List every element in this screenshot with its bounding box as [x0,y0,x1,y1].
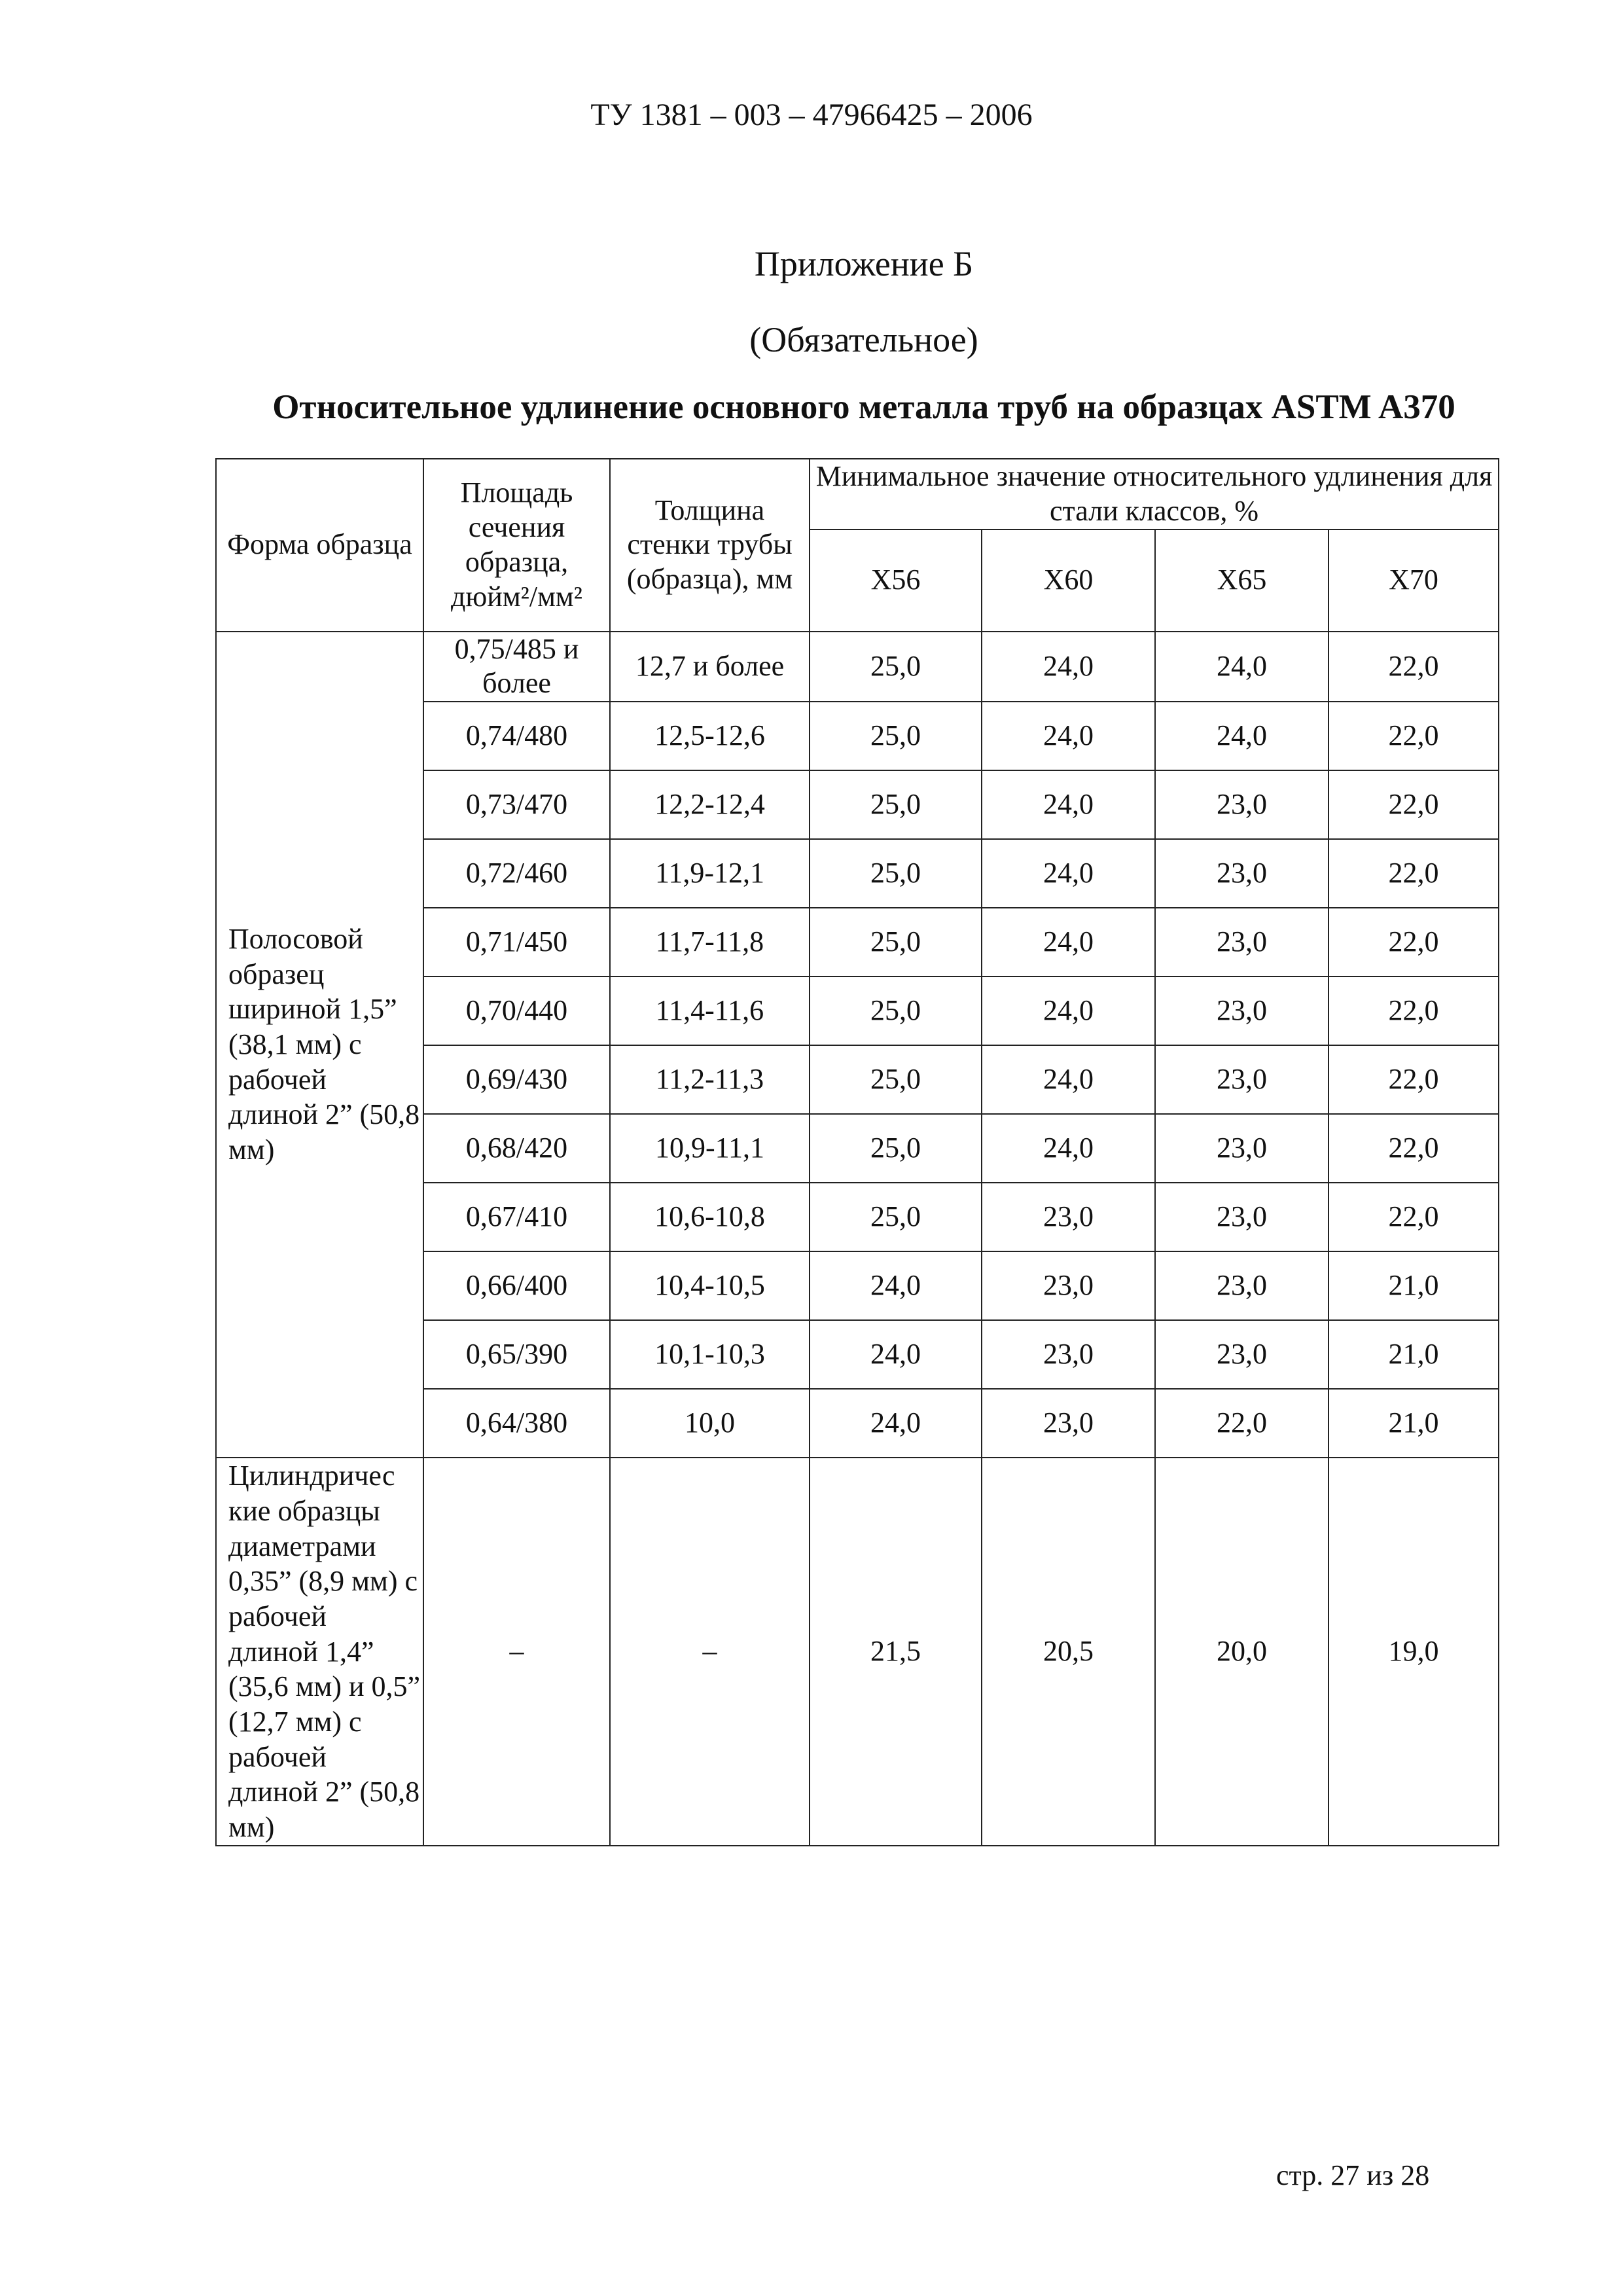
area-cell: – [423,1458,610,1845]
thickness-cell: 12,5-12,6 [610,702,810,770]
x65-value: 22,0 [1155,1389,1329,1458]
x56-value: 21,5 [810,1458,982,1845]
x60-value: 23,0 [982,1251,1155,1320]
x60-value: 24,0 [982,977,1155,1045]
x65-value: 24,0 [1155,632,1329,702]
thickness-cell: 12,2-12,4 [610,770,810,839]
annex-title: Приложение Б [754,244,974,283]
area-cell: 0,65/390 [423,1320,610,1389]
thickness-cell: 10,4-10,5 [610,1251,810,1320]
x60-value: 24,0 [982,908,1155,977]
x65-value: 23,0 [1155,1320,1329,1389]
x70-value: 21,0 [1329,1389,1499,1458]
x56-value: 24,0 [810,1251,982,1320]
area-cell: 0,72/460 [423,839,610,908]
x65-value: 20,0 [1155,1458,1329,1845]
area-cell: 0,68/420 [423,1114,610,1183]
header-sample-form: Форма образца [216,459,423,632]
x70-value: 19,0 [1329,1458,1499,1845]
header-class-x65: X65 [1155,529,1329,632]
x70-value: 22,0 [1329,1183,1499,1251]
area-cell: 0,75/485 и более [423,632,610,702]
x65-value: 23,0 [1155,1045,1329,1114]
x65-value: 23,0 [1155,977,1329,1045]
x70-value: 22,0 [1329,977,1499,1045]
x56-value: 25,0 [810,908,982,977]
x70-value: 22,0 [1329,702,1499,770]
thickness-cell: 11,4-11,6 [610,977,810,1045]
x65-value: 23,0 [1155,839,1329,908]
table-title: Относительное удлинение основного металла труб на образцах ASTM A370 [272,388,1455,426]
x70-value: 22,0 [1329,908,1499,977]
x65-value: 23,0 [1155,908,1329,977]
x65-value: 23,0 [1155,1114,1329,1183]
area-cell: 0,70/440 [423,977,610,1045]
thickness-cell: 10,1-10,3 [610,1320,810,1389]
x60-value: 24,0 [982,632,1155,702]
x56-value: 25,0 [810,702,982,770]
x60-value: 20,5 [982,1458,1155,1845]
header-class-x60: X60 [982,529,1155,632]
x70-value: 22,0 [1329,770,1499,839]
thickness-cell: 11,9-12,1 [610,839,810,908]
thickness-cell: 10,9-11,1 [610,1114,810,1183]
thickness-cell: 11,7-11,8 [610,908,810,977]
x56-value: 25,0 [810,977,982,1045]
x70-value: 22,0 [1329,1114,1499,1183]
x56-value: 25,0 [810,1045,982,1114]
x60-value: 24,0 [982,702,1155,770]
annex-type: (Обязательное) [749,320,978,359]
area-cell: 0,74/480 [423,702,610,770]
thickness-cell: 10,0 [610,1389,810,1458]
header-class-x56: X56 [810,529,982,632]
x60-value: 24,0 [982,1114,1155,1183]
header-cross-section-area [423,459,610,632]
x60-value: 23,0 [982,1320,1155,1389]
x60-value: 24,0 [982,1045,1155,1114]
page-number: стр. 27 из 28 [1276,2159,1430,2191]
x56-value: 24,0 [810,1320,982,1389]
header-class-x70: X70 [1329,529,1499,632]
x56-value: 25,0 [810,839,982,908]
area-cell: 0,67/410 [423,1183,610,1251]
elongation-table [215,458,1499,1846]
thickness-cell: 10,6-10,8 [610,1183,810,1251]
x70-value: 21,0 [1329,1320,1499,1389]
x65-value: 23,0 [1155,1183,1329,1251]
area-cell: 0,73/470 [423,770,610,839]
x56-value: 25,0 [810,1114,982,1183]
x56-value: 24,0 [810,1389,982,1458]
area-cell: 0,66/400 [423,1251,610,1320]
x60-value: 24,0 [982,839,1155,908]
area-cell: 0,71/450 [423,908,610,977]
x70-value: 22,0 [1329,839,1499,908]
thickness-cell: 11,2-11,3 [610,1045,810,1114]
x56-value: 25,0 [810,632,982,702]
x65-value: 23,0 [1155,1251,1329,1320]
x60-value: 23,0 [982,1183,1155,1251]
x60-value: 23,0 [982,1389,1155,1458]
x70-value: 22,0 [1329,632,1499,702]
x70-value: 21,0 [1329,1251,1499,1320]
strip-sample-label: Полосовой образец шириной 1,5” (38,1 мм) с рабочей длиной 2” (50,8 мм) [216,632,423,1458]
thickness-cell: – [610,1458,810,1845]
x70-value: 22,0 [1329,1045,1499,1114]
thickness-cell: 12,7 и более [610,632,810,702]
header-min-elongation: Минимальное значение относительного удлинения для стали классов, % [810,459,1499,529]
area-cell: 0,64/380 [423,1389,610,1458]
header-area-text: Площадь сечения образца, дюйм²/мм² [451,476,582,613]
x65-value: 23,0 [1155,770,1329,839]
x60-value: 24,0 [982,770,1155,839]
document-code-header: ТУ 1381 – 003 – 47966425 – 2006 [590,98,1033,132]
x56-value: 25,0 [810,1183,982,1251]
area-cell: 0,69/430 [423,1045,610,1114]
cylindrical-sample-label: Цилиндричес кие образцы диаметрами 0,35” (8,9 мм) с рабочей длиной 1,4” (35,6 мм) и 0,5” (12,7 мм) с рабочей длиной 2” (50,8 мм) [216,1458,423,1845]
x65-value: 24,0 [1155,702,1329,770]
x56-value: 25,0 [810,770,982,839]
header-wall-thickness: Толщина стенки трубы (образца), мм [610,459,810,632]
